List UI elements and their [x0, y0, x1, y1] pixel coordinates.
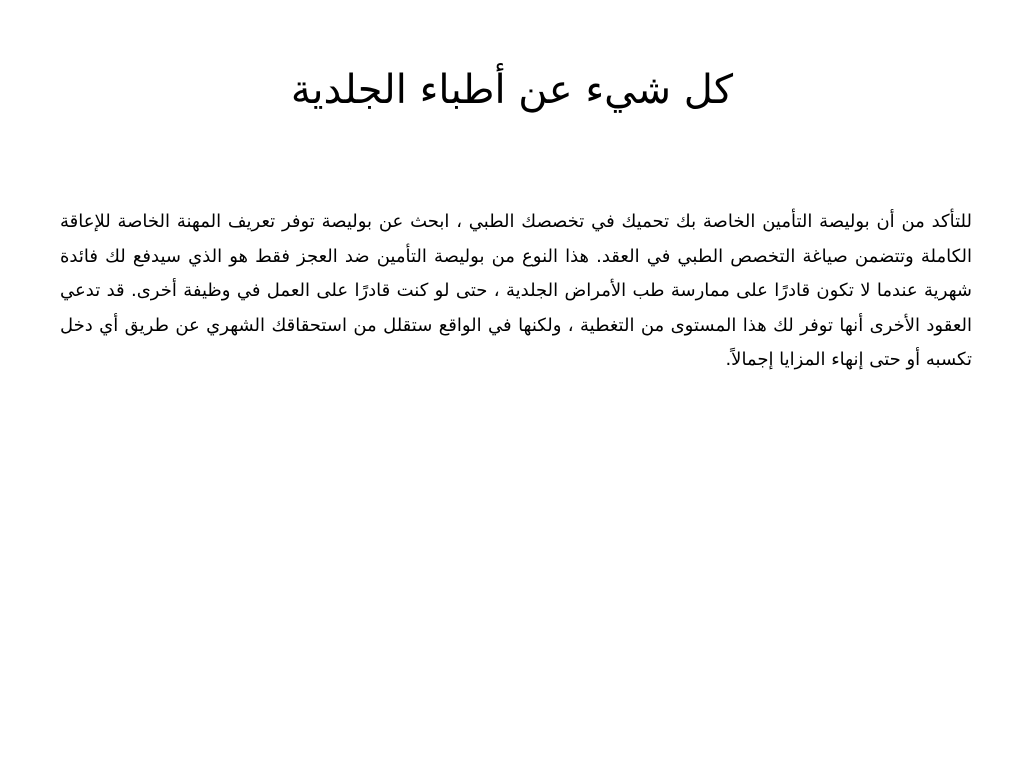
slide-body-paragraph: للتأكد من أن بوليصة التأمين الخاصة بك تحميك في تخصصك الطبي ، ابحث عن بوليصة توفر تعريف المهنة الخاصة للإعاقة الكاملة وتتضمن صياغة التخصص الطبي في العقد. هذا النوع من بوليصة التأمين ضد العجز فقط هو الذي سيدفع لك فائدة شهرية عندما لا تكون قادرًا على ممارسة طب الأمراض الجلدية ، حتى لو كنت قادرًا على العمل في وظيفة أخرى. قد تدعي العقود الأخرى أنها توفر لك هذا المستوى من التغطية ، ولكنها في الواقع ستقلل من استحقاقك الشهري عن طريق أي دخل تكسبه أو حتى إنهاء المزايا إجمالاً. [60, 211, 972, 370]
slide-title: كل شيء عن أطباء الجلدية [290, 67, 734, 113]
